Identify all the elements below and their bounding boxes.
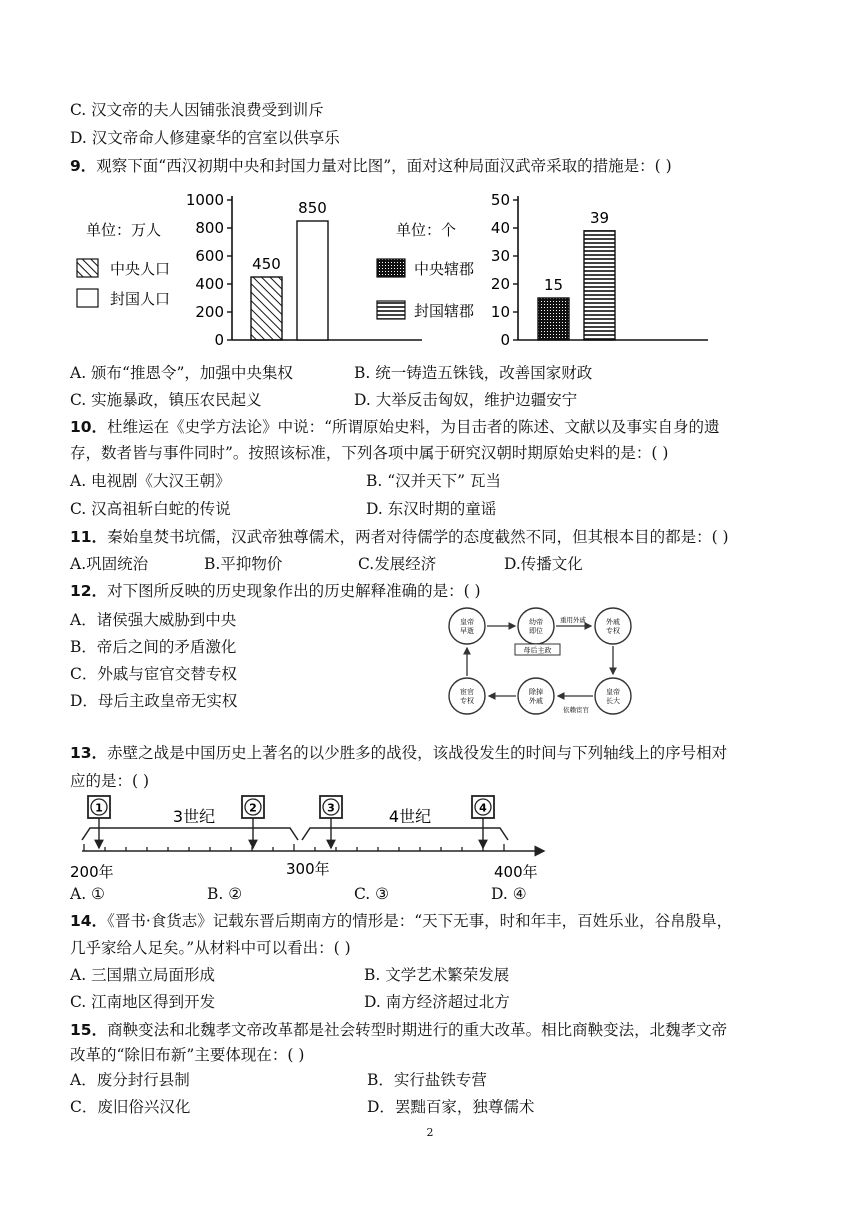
q15-option-c: C．废旧俗兴汉化 [70,1098,191,1116]
q11-option-d: D.传播文化 [504,555,583,573]
q10-option-a: A. 电视剧《大汉王朝》 [70,472,231,490]
question-text: 《晋书·食货志》记载东晋后期南方的情形是：“天下无事，时和年丰，百姓乐业，谷帛殷阜， [107,912,733,930]
chart1-tick-label: 200 [195,303,224,321]
svg-text:长大: 长大 [606,697,620,705]
question-number: 9． [70,157,97,175]
q13-option-d: D. ④ [491,885,527,903]
question-11 [70,526,729,548]
q13-option-c: C. ③ [354,885,390,903]
q13-option-a: A. ① [70,885,105,903]
question-15-line2: 改革的“除旧布新”主要体现在：( ) [70,1046,305,1064]
chart1-bar [251,277,282,340]
chart1-tick-label: 600 [195,247,224,265]
question-9 [70,155,672,177]
chart1-value-label: 450 [252,255,281,273]
bracket-3rd-century [82,828,298,840]
chart1-legend-central: 中央人口 [110,260,171,278]
q14-option-a: A. 三国鼎立局面形成 [70,966,216,984]
q15-option-b: B．实行盐铁专营 [367,1071,487,1089]
chart2-tick-label: 20 [490,275,510,293]
chart2-bar [584,231,615,340]
chart2-value-label: 39 [589,208,610,227]
chart2-tick-label: 50 [490,191,510,209]
question-13 [70,742,727,764]
q10-option-d: D. 东汉时期的童谣 [366,500,497,518]
chart2-tick-label: 0 [500,331,510,349]
q13-timeline [62,794,562,884]
label-3rd-century: 3世纪 [172,807,216,826]
chart2-plot [491,191,708,349]
question-number: 15． [70,1021,108,1039]
chart1-unit-label: 单位：万人 [86,221,162,239]
node-child-emperor [518,608,554,644]
chart1-bar [297,221,328,340]
svg-text:专权: 专权 [460,697,474,705]
svg-text:专权: 专权 [606,627,620,635]
chart2-value-label: 15 [543,276,564,294]
q9-option-a: A. 颁布“推恩令”，加强中央集权 [70,364,293,382]
q15-option-d: D．罢黜百家，独尊儒术 [367,1098,535,1116]
question-number: 14． [70,912,108,930]
q11-option-c: C.发展经济 [358,555,437,573]
q9-option-c: C. 实施暴政，镇压农民起义 [70,391,262,409]
svg-text:皇帝: 皇帝 [460,618,474,626]
page-number: 2 [426,1126,434,1139]
q8-option-c: C. 汉文帝的夫人因铺张浪费受到训斥 [70,101,324,119]
node-emperor-grows [595,678,631,714]
svg-text:外戚: 外戚 [606,618,620,626]
q12-cycle-diagram [445,604,645,719]
q11-option-a: A.巩固统治 [70,555,149,573]
box-empress-dowager-label: 母后主政 [523,646,552,655]
edge-label-rely-eunuch: 依赖宦官 [563,706,589,714]
node-remove-consort-clan [518,678,554,714]
question-number: 11． [70,528,108,546]
q14-option-d: D. 南方经济超过北方 [364,993,510,1011]
svg-text:幼帝: 幼帝 [529,618,543,626]
chart2-legend-fief: 封国辖郡 [414,302,475,320]
question-10-line2: 存，数者皆与事件同时”。按照该标准，下列各项中属于研究汉朝时期原始史料的是：( ) [70,444,669,462]
question-text: 商鞅变法和北魏孝文帝改革都是社会转型时期进行的重大改革。相比商鞅变法，北魏孝文帝 [107,1021,728,1039]
chart1-tick-label: 1000 [185,191,224,209]
q12-option-c: C．外戚与宦官交替专权 [70,665,237,683]
q10-option-b: B. “汉并天下” 瓦当 [366,472,502,490]
chart2-legend-swatch-fief [377,301,405,319]
question-13-line2: 应的是：( ) [70,772,150,790]
label-200: 200年 [70,863,114,881]
q10-option-c: C. 汉高祖斩白蛇的传说 [70,500,231,518]
node-emperor-dies [449,608,485,644]
bracket-4th-century [302,828,508,840]
marker-4 [472,796,494,848]
question-text: 杜维运在《史学方法论》中说：“所谓原始史料，为目击者的陈述、文献以及事实自身的遗 [107,418,720,436]
edge-label-rely-consort: 重用外戚 [560,616,586,624]
timeline-ticks [84,844,504,851]
svg-text:宦官: 宦官 [460,688,474,696]
svg-text:除掉: 除掉 [529,688,543,696]
question-number: 10． [70,418,108,436]
chart2-tick-label: 10 [490,303,510,321]
question-10 [70,416,720,438]
q8-option-d: D. 汉文帝命人修建豪华的宫室以供享乐 [70,129,340,147]
q14-option-c: C. 江南地区得到开发 [70,993,216,1011]
svg-text:皇帝: 皇帝 [606,688,620,696]
question-number: 12． [70,582,108,600]
chart1-tick-label: 0 [214,331,224,349]
question-14-line2: 几乎家给人足矣。”从材料中可以看出：( ) [70,939,351,957]
node-consort-clan-power [595,608,631,644]
question-14 [70,910,732,932]
label-400: 400年 [494,863,538,881]
chart1-tick-label: 800 [195,219,224,237]
chart2-tick-label: 40 [490,219,510,237]
q9-option-d: D. 大举反击匈奴，维护边疆安宁 [354,391,578,409]
marker-2 [242,796,264,848]
chart1-legend-swatch-fief [77,289,98,307]
chart2-unit-label: 单位：个 [396,221,457,239]
q15-option-a: A．废分封行县制 [70,1071,190,1089]
question-text: 赤壁之战是中国历史上著名的以少胜多的战役，该战役发生的时间与下列轴线上的序号相对 [107,744,728,762]
svg-text:外戚: 外戚 [529,697,543,705]
chart2-tick-label: 30 [490,247,510,265]
question-12 [70,580,481,602]
svg-text:早逝: 早逝 [460,627,474,635]
svg-text:4: 4 [479,801,487,815]
question-text: 秦始皇焚书坑儒，汉武帝独尊儒术，两者对待儒学的态度截然不同，但其根本目的都是：( ) [107,528,729,546]
q14-option-b: B. 文学艺术繁荣发展 [364,966,510,984]
chart1-legend-swatch-central [77,259,98,277]
question-15 [70,1019,727,1041]
svg-text:2: 2 [249,801,257,815]
chart2-legend-central: 中央辖郡 [414,260,475,278]
svg-text:3: 3 [327,801,335,815]
chart2-bar [538,298,569,340]
svg-text:1: 1 [95,801,103,815]
q12-option-b: B．帝后之间的矛盾激化 [70,638,237,656]
q12-option-d: D．母后主政皇帝无实权 [70,692,238,710]
node-eunuch-power [449,678,485,714]
q11-option-b: B.平抑物价 [204,555,283,573]
marker-3 [320,796,342,848]
label-300: 300年 [286,860,330,878]
q9-option-b: B. 统一铸造五铢钱，改善国家财政 [354,364,593,382]
question-text: 对下图所反映的历史现象作出的历史解释准确的是：( ) [107,582,481,600]
question-text: 观察下面“西汉初期中央和封国力量对比图”，面对这种局面汉武帝采取的措施是：( ) [96,157,672,175]
q13-option-b: B. ② [207,885,243,903]
marker-1 [88,796,110,848]
label-4th-century: 4世纪 [388,807,432,826]
q12-option-a: A．诸侯强大威胁到中央 [70,611,237,629]
chart1-value-label: 850 [298,199,327,217]
chart1-legend-fief: 封国人口 [110,290,171,308]
q9-charts [0,186,860,366]
question-number: 13． [70,744,108,762]
chart2-legend-swatch-central [377,259,405,277]
svg-text:即位: 即位 [529,627,543,635]
chart1-tick-label: 400 [195,275,224,293]
